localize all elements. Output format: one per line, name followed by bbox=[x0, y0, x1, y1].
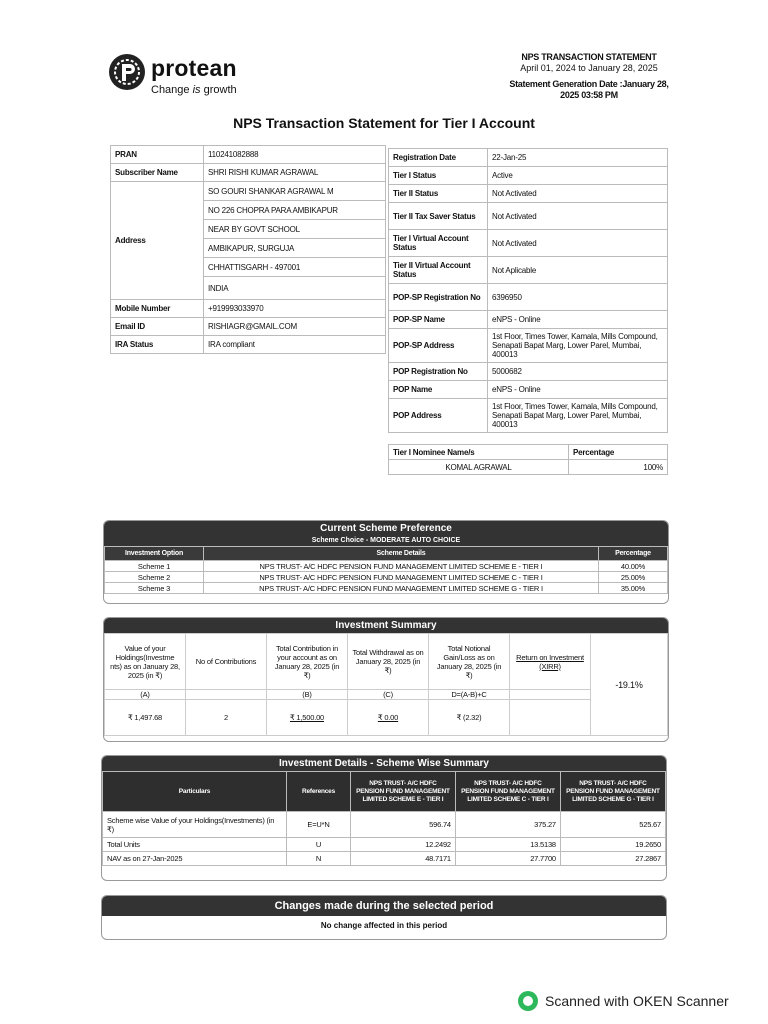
table-row bbox=[111, 318, 386, 336]
xirr-value: -19.1% bbox=[591, 634, 668, 736]
reference: E=U*N bbox=[287, 812, 351, 838]
scheme-option: Scheme 3 bbox=[105, 583, 204, 594]
address-line: NO 226 CHOPRA PARA AMBIKAPUR bbox=[204, 201, 386, 220]
scheme-g-value: 19.2650 bbox=[560, 838, 665, 852]
holdings-value: ₹ 1,497.68 bbox=[105, 700, 186, 736]
scheme-details: NPS TRUST- A/C HDFC PENSION FUND MANAGEMENT LIMITED SCHEME E - TIER I bbox=[204, 561, 599, 572]
ref-label: (A) bbox=[105, 690, 186, 700]
account-value: Active bbox=[488, 167, 668, 185]
name-value: SHRI RISHI KUMAR AGRAWAL bbox=[204, 164, 386, 182]
col-header: Return on Investment (XIRR) bbox=[510, 634, 591, 690]
particular: NAV as on 27-Jan-2025 bbox=[103, 852, 287, 866]
table-row bbox=[105, 561, 668, 572]
table-row bbox=[111, 336, 386, 354]
xirr-blank bbox=[510, 700, 591, 736]
name-label: Subscriber Name bbox=[111, 164, 204, 182]
account-label: Tier II Tax Saver Status bbox=[389, 203, 488, 230]
table-row bbox=[389, 257, 668, 284]
table-row bbox=[389, 203, 668, 230]
table-row bbox=[389, 185, 668, 203]
subscriber-table bbox=[110, 145, 386, 354]
table-row bbox=[389, 363, 668, 381]
changes-panel bbox=[101, 895, 667, 940]
col-header: No of Contributions bbox=[186, 634, 267, 690]
ref-label: D=(A-B)+C bbox=[429, 690, 510, 700]
account-value: Not Aplicable bbox=[488, 257, 668, 284]
particular: Total Units bbox=[103, 838, 287, 852]
scheme-e-value: 12.2492 bbox=[351, 838, 456, 852]
scheme-pct: 35.00% bbox=[599, 583, 668, 594]
col-header: Particulars bbox=[103, 772, 287, 812]
address-line: AMBIKAPUR, SURGUJA bbox=[204, 239, 386, 258]
scheme-pct: 40.00% bbox=[599, 561, 668, 572]
scheme-g-value: 525.67 bbox=[560, 812, 665, 838]
table-row bbox=[389, 381, 668, 399]
account-label: Tier I Virtual Account Status bbox=[389, 230, 488, 257]
table-row bbox=[103, 852, 666, 866]
pran-label: PRAN bbox=[111, 146, 204, 164]
col-header: Total Contribution in your account as on January 28, 2025 (in ₹) bbox=[267, 634, 348, 690]
col-header: Total Notional Gain/Loss as on January 28, 2025 (in ₹) bbox=[429, 634, 510, 690]
nominee-pct-header: Percentage bbox=[569, 445, 668, 460]
scheme-option: Scheme 2 bbox=[105, 572, 204, 583]
table-row bbox=[389, 230, 668, 257]
account-label: Tier II Virtual Account Status bbox=[389, 257, 488, 284]
account-value: 22-Jan-25 bbox=[488, 149, 668, 167]
details-table bbox=[102, 771, 666, 866]
statement-info bbox=[508, 52, 670, 101]
account-value: 6396950 bbox=[488, 284, 668, 311]
email-value: RISHIAGR@GMAIL.COM bbox=[204, 318, 386, 336]
col-header: NPS TRUST- A/C HDFC PENSION FUND MANAGEMENT LIMITED SCHEME E - TIER I bbox=[351, 772, 456, 812]
protean-logo-icon bbox=[108, 53, 146, 91]
scheme-choice: Scheme Choice - MODERATE AUTO CHOICE bbox=[104, 536, 668, 546]
table-row bbox=[389, 329, 668, 363]
table-row bbox=[103, 838, 666, 852]
scheme-c-value: 375.27 bbox=[455, 812, 560, 838]
table-row bbox=[103, 812, 666, 838]
address-line: INDIA bbox=[204, 277, 386, 300]
account-label: Registration Date bbox=[389, 149, 488, 167]
changes-title: Changes made during the selected period bbox=[102, 896, 666, 916]
scheme-c-value: 27.7700 bbox=[455, 852, 560, 866]
col-header: Investment Option bbox=[105, 547, 204, 561]
table-row bbox=[389, 311, 668, 329]
scheme-c-value: 13.5138 bbox=[455, 838, 560, 852]
scheme-details: NPS TRUST- A/C HDFC PENSION FUND MANAGEMENT LIMITED SCHEME G - TIER I bbox=[204, 583, 599, 594]
nominee-name-header: Tier I Nominee Name/s bbox=[389, 445, 569, 460]
notional-gain: ₹ (2.32) bbox=[429, 700, 510, 736]
account-label: POP-SP Address bbox=[389, 329, 488, 363]
table-row bbox=[389, 399, 668, 433]
scheme-preference-panel bbox=[103, 520, 669, 604]
scheme-table bbox=[104, 546, 668, 594]
table-row bbox=[111, 164, 386, 182]
generation-date: Statement Generation Date :January 28, bbox=[509, 79, 669, 89]
account-value: Not Activated bbox=[488, 203, 668, 230]
account-value: 1st Floor, Times Tower, Kamala, Mills Compound, Senapati Bapat Marg, Lower Parel, Mumbai, 400013 bbox=[488, 329, 668, 363]
account-label: POP Name bbox=[389, 381, 488, 399]
col-header: Scheme Details bbox=[204, 547, 599, 561]
scheme-details: NPS TRUST- A/C HDFC PENSION FUND MANAGEMENT LIMITED SCHEME C - TIER I bbox=[204, 572, 599, 583]
account-label: POP-SP Name bbox=[389, 311, 488, 329]
ira-label: IRA Status bbox=[111, 336, 204, 354]
investment-details-panel bbox=[101, 755, 667, 881]
col-header: NPS TRUST- A/C HDFC PENSION FUND MANAGEMENT LIMITED SCHEME C - TIER I bbox=[455, 772, 560, 812]
account-value: 1st Floor, Times Tower, Kamala, Mills Compound, Senapati Bapat Marg, Lower Parel, Mumbai, 400013 bbox=[488, 399, 668, 433]
nominee-name: KOMAL AGRAWAL bbox=[389, 460, 569, 475]
ref-label bbox=[186, 690, 267, 700]
table-row bbox=[105, 583, 668, 594]
nominee-pct: 100% bbox=[569, 460, 668, 475]
brand-name: protean bbox=[151, 55, 237, 81]
address-line: NEAR BY GOVT SCHOOL bbox=[204, 220, 386, 239]
reference: N bbox=[287, 852, 351, 866]
investment-summary-panel bbox=[103, 617, 669, 742]
address-line: CHHATTISGARH - 497001 bbox=[204, 258, 386, 277]
account-value: 5000682 bbox=[488, 363, 668, 381]
reference: U bbox=[287, 838, 351, 852]
scheme-preference-title: Current Scheme Preference bbox=[104, 521, 668, 536]
investment-details-title: Investment Details - Scheme Wise Summary bbox=[102, 756, 666, 771]
table-row bbox=[389, 284, 668, 311]
scheme-e-value: 596.74 bbox=[351, 812, 456, 838]
total-withdrawal: ₹ 0.00 bbox=[348, 700, 429, 736]
mobile-value: +919993033970 bbox=[204, 300, 386, 318]
account-value: Not Activated bbox=[488, 230, 668, 257]
page-title: NPS Transaction Statement for Tier I Account bbox=[233, 115, 535, 131]
changes-message: No change affected in this period bbox=[320, 921, 448, 930]
table-row bbox=[111, 146, 386, 164]
account-value: eNPS - Online bbox=[488, 381, 668, 399]
scheme-g-value: 27.2867 bbox=[560, 852, 665, 866]
account-value: eNPS - Online bbox=[488, 311, 668, 329]
address-label: Address bbox=[111, 182, 204, 300]
scheme-e-value: 48.7171 bbox=[351, 852, 456, 866]
ira-value: IRA compliant bbox=[204, 336, 386, 354]
account-label: POP-SP Registration No bbox=[389, 284, 488, 311]
scanner-watermark bbox=[517, 990, 729, 1012]
scanner-label: Scanned with OKEN Scanner bbox=[545, 993, 729, 1009]
table-row bbox=[111, 300, 386, 318]
investment-summary-title: Investment Summary bbox=[104, 618, 668, 633]
account-label: POP Registration No bbox=[389, 363, 488, 381]
ref-label: (B) bbox=[267, 690, 348, 700]
table-row bbox=[389, 149, 668, 167]
account-label: Tier I Status bbox=[389, 167, 488, 185]
col-header: References bbox=[287, 772, 351, 812]
scanner-logo-icon bbox=[517, 990, 539, 1012]
ref-label: (C) bbox=[348, 690, 429, 700]
pran-value: 110241082888 bbox=[204, 146, 386, 164]
account-label: POP Address bbox=[389, 399, 488, 433]
scheme-option: Scheme 1 bbox=[105, 561, 204, 572]
nominee-table bbox=[388, 444, 668, 475]
col-header: Value of your Holdings(Investme nts) as on January 28, 2025 (in ₹) bbox=[105, 634, 186, 690]
col-header: NPS TRUST- A/C HDFC PENSION FUND MANAGEMENT LIMITED SCHEME G - TIER I bbox=[560, 772, 665, 812]
table-row bbox=[105, 572, 668, 583]
mobile-label: Mobile Number bbox=[111, 300, 204, 318]
email-label: Email ID bbox=[111, 318, 204, 336]
statement-period: April 01, 2024 to January 28, 2025 bbox=[520, 63, 658, 73]
account-label: Tier II Status bbox=[389, 185, 488, 203]
scheme-pct: 25.00% bbox=[599, 572, 668, 583]
table-row bbox=[389, 167, 668, 185]
total-contribution: ₹ 1,500.00 bbox=[267, 700, 348, 736]
col-header: Percentage bbox=[599, 547, 668, 561]
generation-time: 2025 03:58 PM bbox=[560, 90, 618, 100]
col-header: Total Withdrawal as on January 28, 2025 (in ₹) bbox=[348, 634, 429, 690]
table-row bbox=[111, 182, 386, 201]
address-line: SO GOURI SHANKAR AGRAWAL M bbox=[204, 182, 386, 201]
summary-table bbox=[104, 633, 668, 736]
statement-title: NPS TRANSACTION STATEMENT bbox=[521, 52, 657, 62]
ref-label bbox=[510, 690, 591, 700]
contributions-count: 2 bbox=[186, 700, 267, 736]
account-value: Not Activated bbox=[488, 185, 668, 203]
particular: Scheme wise Value of your Holdings(Investments) (in ₹) bbox=[103, 812, 287, 838]
account-table bbox=[388, 148, 668, 433]
brand-tagline: Change is growth bbox=[151, 84, 237, 96]
